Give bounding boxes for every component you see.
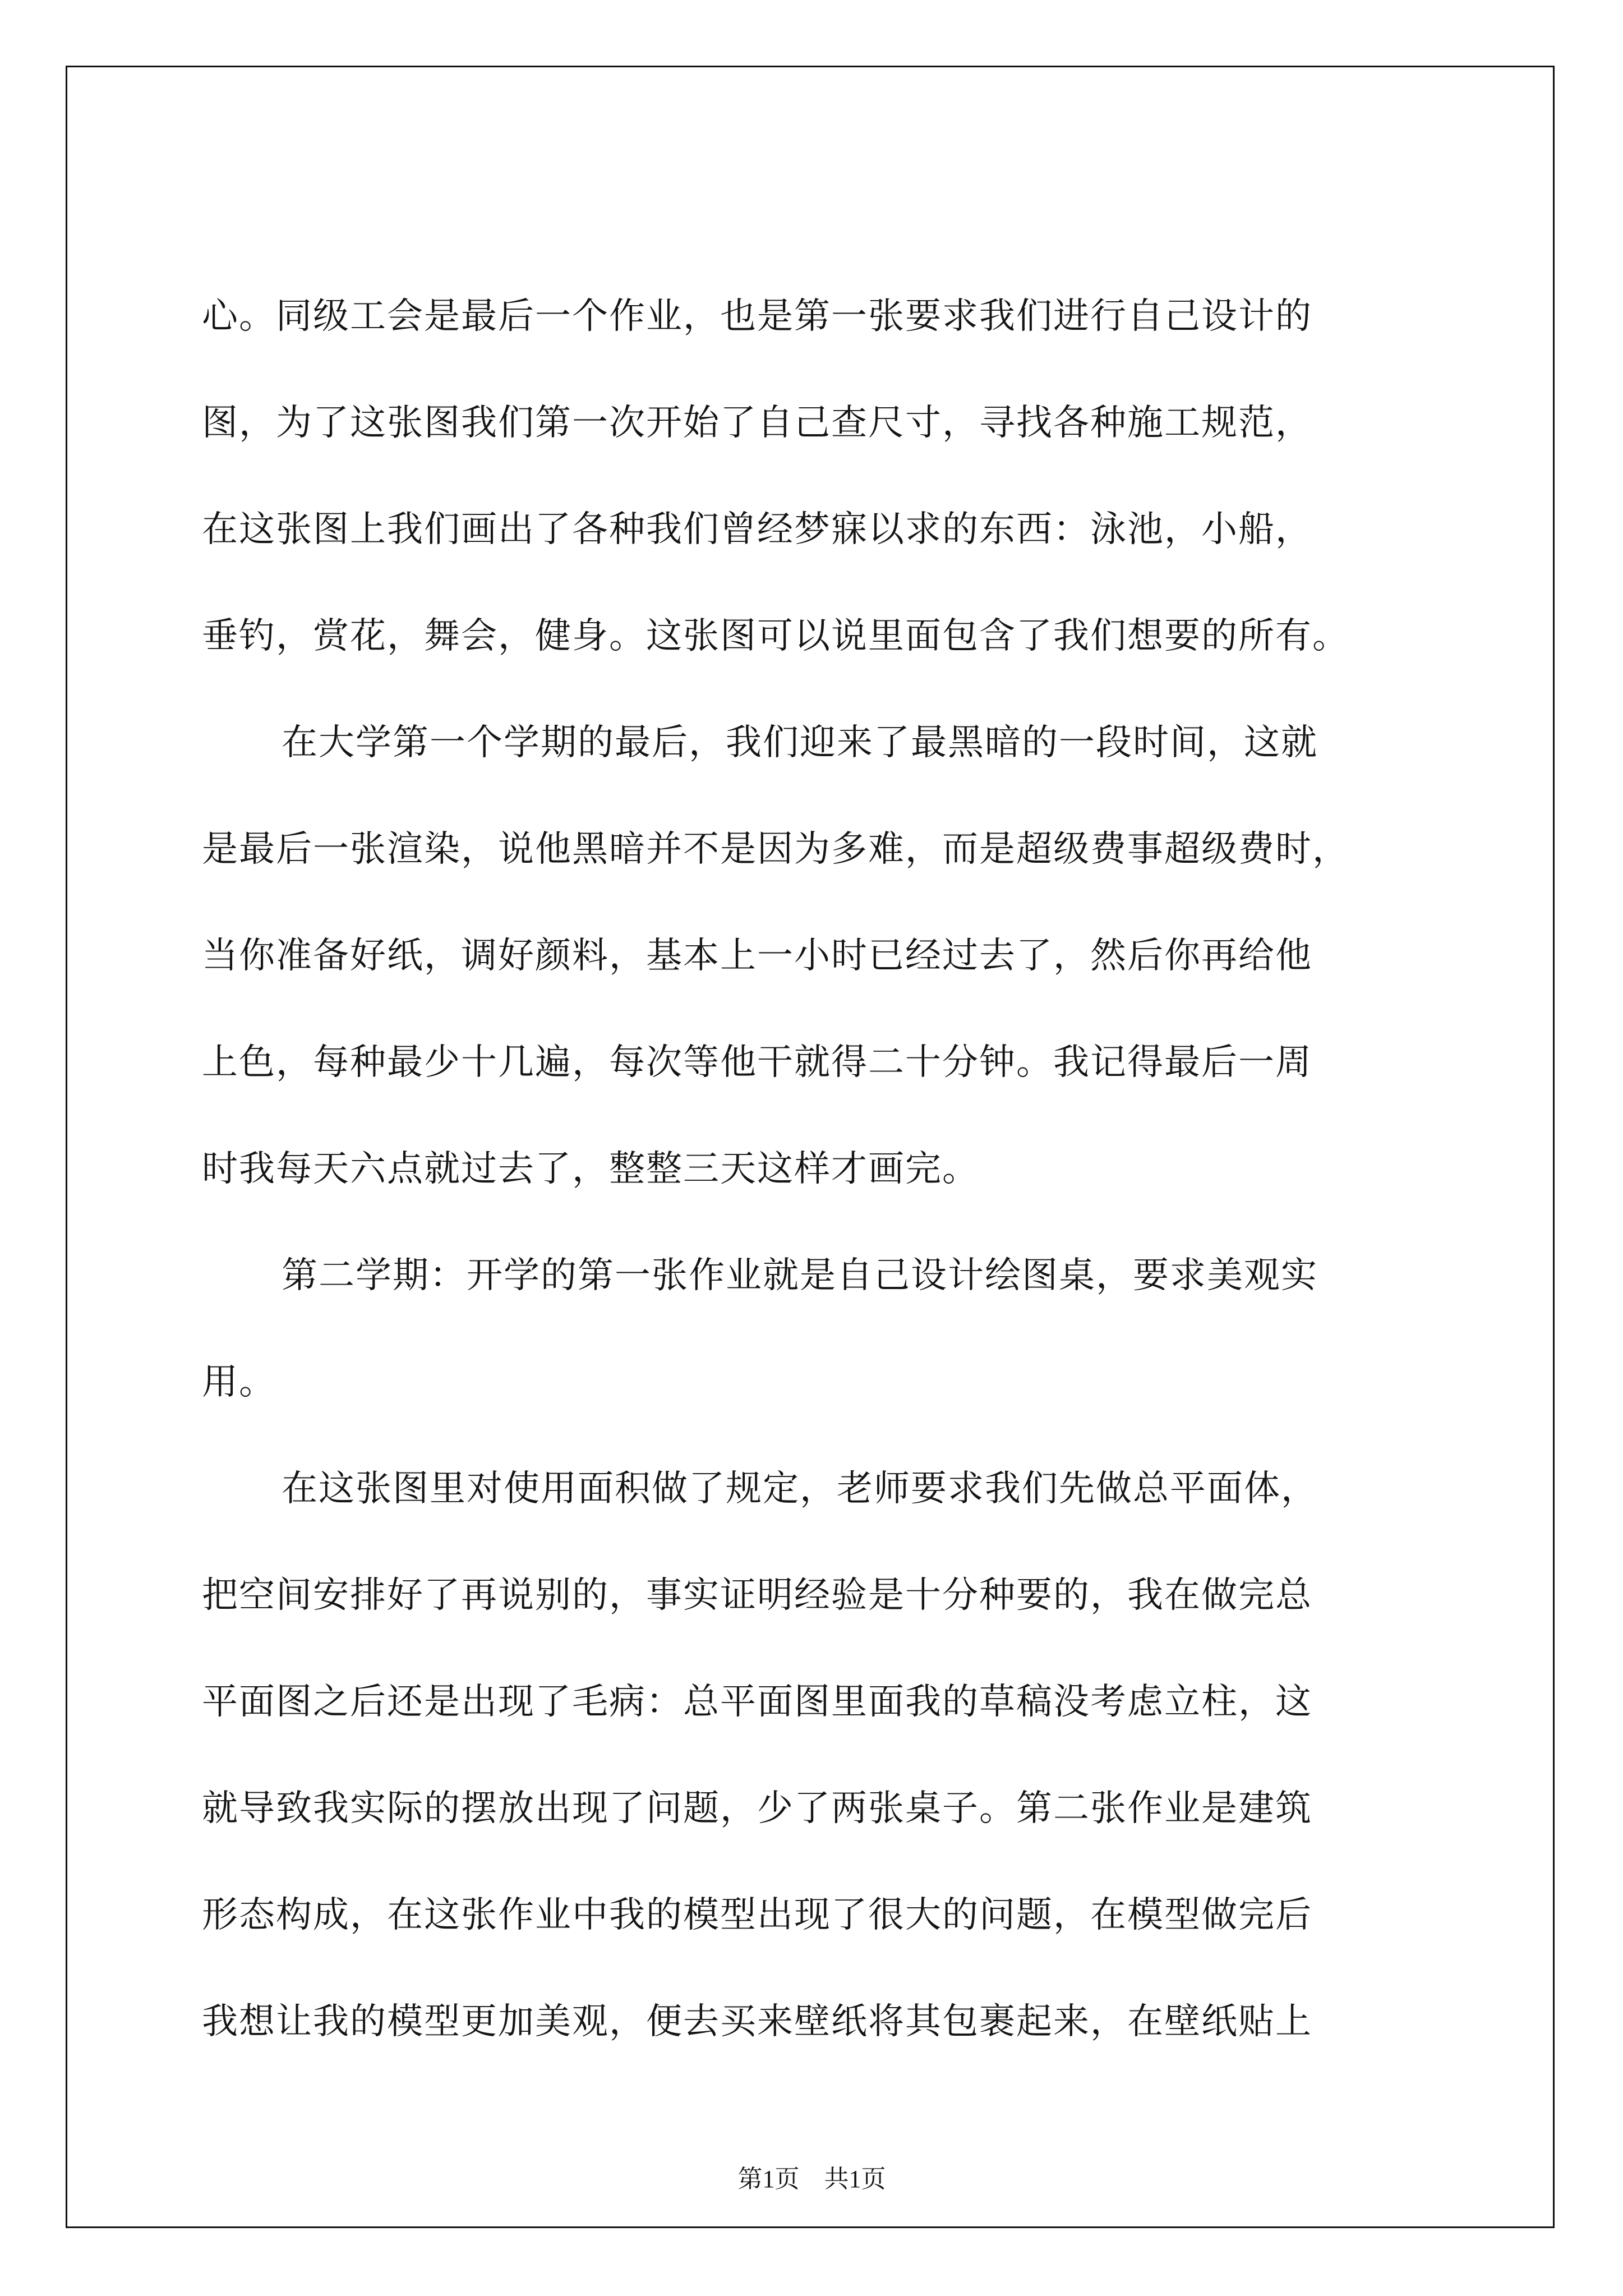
text-line: 平面图之后还是出现了毛病：总平面图里面我的草稿没考虑立柱，这	[202, 1681, 1312, 1723]
page-number-total: 共1页	[824, 2165, 886, 2193]
text-line: 用。	[202, 1361, 276, 1403]
text-line: 心。同级工会是最后一个作业，也是第一张要求我们进行自己设计的	[202, 296, 1312, 337]
text-line: 形态构成，在这张作业中我的模型出现了很大的问题，在模型做完后	[202, 1894, 1312, 1936]
text-line: 上色，每种最少十几遍，每次等他干就得二十分钟。我记得最后一周	[202, 1042, 1312, 1083]
text-line: 图，为了这张图我们第一次开始了自己查尺寸，寻找各种施工规范，	[202, 402, 1312, 444]
paragraph-start-line: 在这张图里对使用面积做了规定，老师要求我们先做总平面体，	[282, 1468, 1318, 1510]
text-line: 是最后一张渲染，说他黑暗并不是因为多难，而是超级费事超级费时，	[202, 829, 1349, 870]
paragraph-start-line: 在大学第一个学期的最后，我们迎来了最黑暗的一段时间，这就	[282, 722, 1318, 763]
paragraph-start-line: 第二学期：开学的第一张作业就是自己设计绘图桌，要求美观实	[282, 1255, 1318, 1296]
text-line: 时我每天六点就过去了，整整三天这样才画完。	[202, 1148, 979, 1190]
text-line: 我想让我的模型更加美观，便去买来壁纸将其包裹起来，在壁纸贴上	[202, 2001, 1312, 2042]
page-number-current: 第1页	[737, 2165, 800, 2193]
text-line: 把空间安排好了再说别的，事实证明经验是十分种要的，我在做完总	[202, 1575, 1312, 1616]
text-line: 在这张图上我们画出了各种我们曾经梦寐以求的东西：泳池，小船，	[202, 509, 1312, 550]
text-line: 当你准备好纸，调好颜料，基本上一小时已经过去了，然后你再给他	[202, 935, 1312, 977]
page-frame	[66, 66, 1555, 2228]
text-line: 垂钓，赏花，舞会，健身。这张图可以说里面包含了我们想要的所有。	[202, 615, 1349, 657]
page-footer	[67, 2162, 1556, 2196]
text-line: 就导致我实际的摆放出现了问题，少了两张桌子。第二张作业是建筑	[202, 1788, 1312, 1829]
